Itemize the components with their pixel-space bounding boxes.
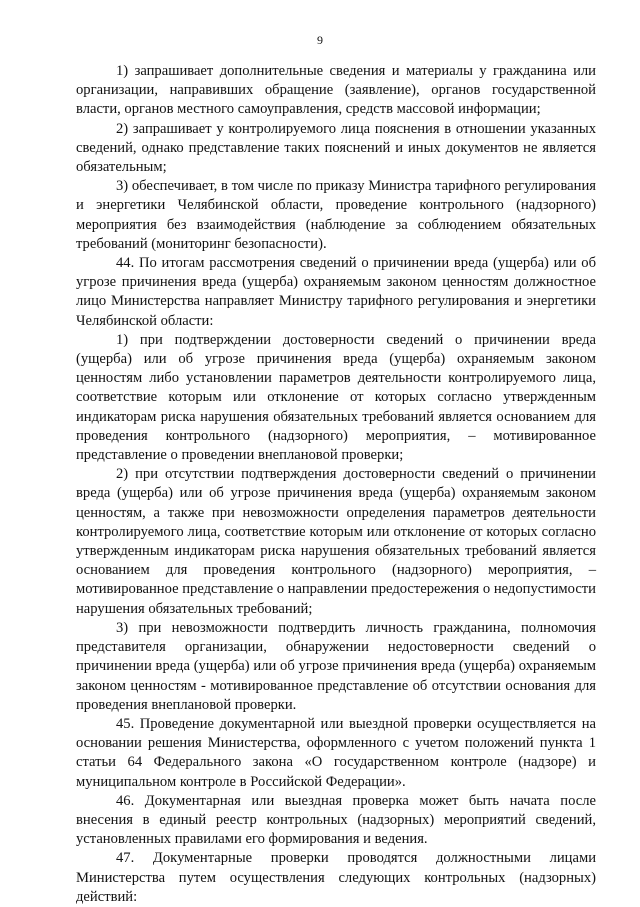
paragraph-43-item-1: 1) запрашивает дополнительные сведения и материалы у гражданина или организации, направивших обращение (заявление), органов государственной власти, органов местного самоуправления, средств массовой информации; <box>76 63 596 118</box>
page-number: 9 <box>317 33 323 47</box>
paragraph-44: 44. По итогам рассмотрения сведений о причинении вреда (ущерба) или об угрозе причинения вреда (ущерба) охраняемым законом ценностям должностное лицо Министерства направляет Министру тарифного регулирования и энергетики Челябинской области: <box>76 255 596 329</box>
paragraph-47: 47. Документарные проверки проводятся должностными лицами Министерства путем осуществления следующих контрольных (надзорных) действий: <box>76 850 596 905</box>
paragraph-45: 45. Проведение документарной или выездной проверки осуществляется на основании решения Министерства, оформленного с учетом положений пункта 1 статьи 64 Федерального закона «О государственном контроле (надзоре) и муниципальном контроле в Российской Федерации». <box>76 715 596 790</box>
paragraph-44-item-1: 1) при подтверждении достоверности сведений о причинении вреда (ущерба) или об угрозе причинения вреда (ущерба) охраняемым законом ценностям либо установлении параметров деятельности контролируемого лица, соответствие которым или отклонение от которых согласно утвержденным индикаторам риска нарушения обязательных требований является основанием для проведения контрольного (надзорного) мероприятия, – мотивированное представление о проведении внеплановой проверки; <box>76 331 596 464</box>
paragraph-44-item-2: 2) при отсутствии подтверждения достоверности сведений о причинении вреда (ущерба) или об угрозе причинения вреда (ущерба) охраняемым законом ценностям, а также при невозможности определения параметров деятельности контролируемого лица, соответствие которым или отклонение от которых согласно утвержденным индикаторам риска нарушения обязательных требований является основанием для проведения контрольного (надзорного) мероприятия, – мотивированное представление о направлении предостережения о недопустимости нарушения обязательных требований; <box>76 466 596 617</box>
paragraph-43-item-2: 2) запрашивает у контролируемого лица пояснения в отношении указанных сведений, однако представление таких пояснений и иных документов не является обязательным; <box>76 120 596 176</box>
paragraph-43-item-3: 3) обеспечивает, в том числе по приказу Министра тарифного регулирования и энергетики Челябинской области, проведение контрольного (надзорного) мероприятия без взаимодействия (наблюдение за соблюдением обязательных требований (мониторинг безопасности). <box>76 178 596 252</box>
paragraph-46: 46. Документарная или выездная проверка может быть начата после внесения в единый реестр контрольных (надзорных) мероприятий сведений, установленных правилами его формирования и ведения. <box>76 792 596 848</box>
paragraph-44-item-3: 3) при невозможности подтвердить личность гражданина, полномочия представителя организации, обнаружении недостоверности сведений о причинении вреда (ущерба) или об угрозе причинения вреда (ущерба) охраняемым законом ценностям - мотивированное представление об отсутствии основания для проведения внеплановой проверки. <box>76 619 596 713</box>
document-body <box>76 62 596 907</box>
